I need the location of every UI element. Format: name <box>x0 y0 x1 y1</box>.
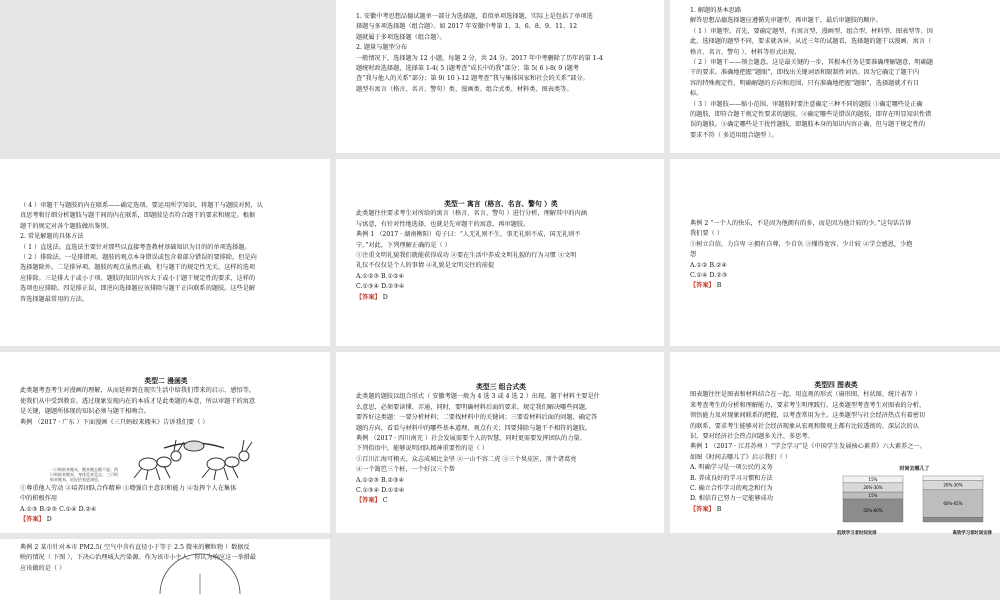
text-line: 干的要求。准确地把握“题眼”，即找出关键词语和限制性词语。因为它确定了题干内 <box>690 69 920 77</box>
text-line: ④一个篱笆三个桩，一个好汉三个帮 <box>356 466 455 474</box>
text-line: （ 3 ）审题肢——缩小范围。审题肢时要注意确定三种不同的题肢 ①确定哪些是正确 <box>690 100 923 108</box>
text-line: 要求不符（ 多适用组合题型 ）。 <box>690 131 778 139</box>
ant-drawing <box>124 434 264 482</box>
text-line: 容的特殊规定性，明确解题的方向和范围，只有准确地把握“题眼”，选择题就才有目 <box>690 79 920 87</box>
chart-svg <box>837 474 992 524</box>
bar-segment-label: 20%-30% <box>863 485 883 491</box>
text-line: 典例 （2017 · 广东 ）下面漫画《三只蚂蚁来搬米》告诉我们要（ ） <box>20 418 209 426</box>
text-line: 误的题肢。③确定哪些是干扰性题肢，即题肢本身的知识内容正确，但与题干规定性的 <box>690 121 926 129</box>
text-line: C.①③④ D.①②④ <box>356 487 405 495</box>
slide-2 <box>670 0 1000 153</box>
bar-segment-label: 15% <box>868 493 878 499</box>
slide-6-answer: 【答案】 D <box>20 516 52 524</box>
text-line: 此类题考查考生对漫画的理解，从而延伸到在现实生活中给我们带来的启示、感悟等， <box>20 387 256 395</box>
text-line: 此类题的题肢以组合形式（ 安徽考题一般为 4 选 3 或 4 选 2 ）出现。题干材料主要是什 <box>356 393 600 401</box>
text-line: C. 确立合作学习的观念和行为 <box>690 485 773 493</box>
text-line: 的联系，要求考生能够对社会经济现象从宏观和微观上都有比较透彻的、深层次的认 <box>690 422 919 430</box>
text-line: 题型有寓言（格言、名言、警句）类、漫画类、组合式类、材料类、图表类等。 <box>356 85 573 93</box>
slide-6-title: 类型二 漫画类 <box>144 377 188 385</box>
ant-comic-illustration <box>20 430 312 482</box>
slide-4-body <box>356 209 646 292</box>
text-line: 要答好这类题：一要分析材料；二要找材料中的关键词；三要看材料后面的问题，确定答 <box>356 414 598 422</box>
text-line: 一般情况下，选择题为 12 小题，每题 2 分，共 24 分。2017 年中考删除了历年的第 1-4 <box>356 54 603 62</box>
slide-7 <box>336 352 664 533</box>
text-line: 2. 常见解题的具体方法 <box>20 233 84 241</box>
text-line: 真思考和仔细分析题肢与题干间的内在联系，即题肢是否符合题干的要求和规定。根据 <box>20 212 256 220</box>
text-line: 下列俗语中，能够说明团队精神重要性的是（ ） <box>356 445 488 453</box>
slide-1-body <box>356 12 646 95</box>
text-line: 应排除。三是排大于或小于项。题肢的知识内容大于或小于题干规定性的要求，这样的 <box>20 274 256 282</box>
text-line: 典例 1 （2017 · 湖南衡阳）荀子曰：“人无礼则不生，事无礼则不成，国无礼则不 <box>356 231 581 239</box>
text-line: A.①②③ B.②③④ <box>356 476 405 484</box>
text-line: 应该做的是（ ） <box>20 564 66 572</box>
pie-chart-partial <box>140 574 260 594</box>
slide-8-answer: 【答案】 B <box>690 505 722 513</box>
slide-4-answer: 【答案】 D <box>356 293 388 301</box>
text-line: ①注重文明礼貌我们就能获得成功 ②要在生活中养成文明礼貌的行为习惯 ③文明 <box>356 252 577 260</box>
slide-8 <box>670 352 1000 536</box>
slide-5-body <box>690 219 982 281</box>
text-line: 答选择题最常用的方法。 <box>20 295 89 303</box>
text-line: 题干的规定对各个题肢做出鉴别。 <box>20 222 113 230</box>
bar-segment-label: 15% <box>868 477 878 483</box>
slide-6 <box>0 352 330 533</box>
bar-segment-label: 60%-65% <box>943 501 963 507</box>
text-line: （ 2 ）排除法。一是排错项。题肢的观点本身错误或包含着部分错误的要排除，但是向 <box>20 254 257 262</box>
slide-7-title: 类型三 组合式类 <box>476 383 526 391</box>
text-line: 领悟能力及对现象间联系的把握，以考查常用为主。这类题型与社会经济热点有着密切 <box>690 412 926 420</box>
text-line: 图表题往往是图表和材料结合在一起，用直观的形式（扇形图、柱状图、统计表等 ） <box>690 391 921 399</box>
text-line: 识，要对经济社会热点问题多关注、多思考。 <box>690 433 814 441</box>
slide-1 <box>336 0 664 153</box>
text-line: （ 1 ）直选法。直选法主要针对那些以直接考查教材基础知识为目的的单项选择题。 <box>20 243 251 251</box>
text-line: 题统时政选择题，选择第 1-4( 5 )题考查“成长中的我”部分；第 5( 6 )-8( 9 )题考 <box>356 65 579 73</box>
text-line: C.①③④ D.②③④ <box>356 283 405 291</box>
text-line: 2. 题量与题型分布 <box>356 44 408 52</box>
text-line: 如图《时间去哪儿了》启示我们（ ） <box>690 453 791 461</box>
empty-tile-bottom <box>336 539 1000 600</box>
text-line: 中的积极作用 <box>20 495 58 503</box>
slide-7-answer: 【答案】 C <box>356 497 388 505</box>
text-line: 1. 解题的基本思路 <box>690 7 742 14</box>
text-line: 典例 2 “一个人的快乐，不是因为他拥有的多，而是因为他计较的少。”这句话告诉 <box>690 220 912 227</box>
chart-caption-left: 低效学习者时间安排 <box>837 530 877 536</box>
slide-5-answer: 【答案】 B <box>690 282 722 290</box>
text-line: 映的情况（ 下图 ），下决心治理城大污染源。作为该市小主人，你认为响应这一举措最 <box>20 554 256 562</box>
text-line: 使我们从中受到教育。透过现象发现内在的本质才是此类题的本意，所以审题干的寓意 <box>20 397 256 405</box>
slide-5 <box>670 159 1000 346</box>
text-line: 格言、名言、警句 ）、材料等形式出现。 <box>690 48 801 56</box>
text-line: 选择题除外。二是排异项。题肢的观点虽然正确，但与题干的规定性无关，这样的选项 <box>20 264 256 272</box>
text-line: 是关键，题题所体现的知识必须与题干相吻合。 <box>20 408 150 416</box>
empty-tile-left <box>0 0 330 153</box>
slide-6-options <box>20 484 312 515</box>
slide-6-body <box>20 386 312 428</box>
text-line: 我们要（ ） <box>690 230 723 238</box>
slide-7-body <box>356 392 646 496</box>
text-line: （ 1 ）审题型。首先，要确定题型，有寓言型、漫画型、组合型、材料型、图表型等。因 <box>690 27 933 35</box>
text-line: A.①②③ B.①②④ <box>356 272 405 280</box>
bar-segment-label: 20%-30% <box>943 483 963 489</box>
comic-caption: 一只蚂蚁来搬米，搬来搬去搬不起；两只蚂蚁来搬米，身体晃来晃去；三只蚂蚁来搬米，轻轻抬着进洞里。 <box>50 467 118 483</box>
text-line: ①尊重他人劳动 ②培养团队合作精神 ③增强自主意识和能力 ④发挥个人在集体 <box>20 485 237 493</box>
text-line: 查“我与他人的关系”部分；第 9( 10 )-12 题考查“我与集体国家和社会的关系”部分。 <box>356 75 589 83</box>
text-line: 标。 <box>690 90 703 98</box>
text-line: （ 2 ）审题干——领会题意。这是最关键的一步，其根本任务是要准确理解题意，明确题 <box>690 59 933 67</box>
text-line: （ 4 ）审题干与题肢的内在联系——确定选项。要运用所学知识，将题干与题肢对照，认 <box>20 202 263 209</box>
text-line: 择题与多项选择题（组合题）。如 2017 年安徽中考第 1、3、6、8、9、11、12 <box>356 23 578 31</box>
text-line: C.①④ D.②③ <box>690 272 728 280</box>
text-line: ①树立自信，力自卑 ②拥有自尊，少自负 ③懂得宽容，少计较 ④学会感恩，少抱 <box>690 240 913 248</box>
text-line: ①百川汇海可栩天，众志成城比金坚 ②一山不容二虎 ③三个臭皮匠，顶个诸葛亮 <box>356 455 577 463</box>
text-line: 典例 1 （2017 · 江苏苏州 ）“学会学习”是《中国学生发展核心素养》六大素养之一。 <box>690 443 926 451</box>
text-line: A.①② B.②④ <box>690 261 728 269</box>
text-line: 选项也应排除。四是排正误，即逆向选择题应该排除与题干正向联系的题肢。这些是解 <box>20 285 256 293</box>
text-line: 此类题往往要求考生对所给的寓言（格言、名言、警句 ）进行分析，理解其中的内涵 <box>356 210 587 218</box>
text-line: A. 明确学习是一项公民的义务 <box>690 464 773 472</box>
bar-segment <box>923 476 983 481</box>
text-line: 题就属于多项选择题（组合题）。 <box>356 33 446 41</box>
text-line: 题的方向，看看与材料中的哪些基本道理、观点有关；四要排除与题干不相符的题肢。 <box>356 424 592 432</box>
bar-segment-label: 50%-60% <box>863 508 883 514</box>
bar-segment <box>923 518 983 523</box>
slide-3-body <box>20 201 312 305</box>
slide-8-title: 类型四 图表类 <box>814 381 858 389</box>
slide-9 <box>0 539 330 600</box>
slide-9-body <box>20 543 312 574</box>
text-line: 宁。”对此，下列理解正确的是（ ） <box>356 241 451 249</box>
text-line: 么意思，必须要读懂、弄通，同时，要明确材料后面的要求，规定我们解决哪些问题， <box>356 403 592 411</box>
slide-4 <box>336 159 664 346</box>
text-line: 1. 安徽中考思想品德试题单一部分为选择题，看似单项选择题，实际上是包括了单项选 <box>356 13 593 20</box>
chart-caption-right: 高效学习者时间安排 <box>952 530 992 536</box>
text-line: 来考查考生的分析和理解能力，要求考生明理践行。这类题型考查考生对图表的分析、 <box>690 401 926 409</box>
slide-3 <box>0 159 330 346</box>
text-line: 与寓意，有针对性地选择，也就是先审题干的寓意，再审题肢。 <box>356 220 530 228</box>
text-line: 典例 （2017 · 四川南充 ）社会发展需要个人的智慧，同时更需要发挥团队的力量。 <box>356 435 586 443</box>
chart-title: 时间去哪儿了 <box>899 466 930 472</box>
text-line: A.①③ B.②③ C.①④ D.②④ <box>20 505 97 513</box>
slide-4-title: 类型一 寓言（格言、名言、警句 ）类 <box>444 200 558 208</box>
text-line: 典例 2 某市针对本市 PM2.5( 空气中含有直径小于等于 2.5 微米的颗粒物 ）数据反 <box>20 544 250 551</box>
text-line: 的题肢，即符合题干规定性要求的题肢。②确定哪些是错误的题肢，即存在明显知识性错 <box>690 111 932 119</box>
text-line: 礼仪不仅仅是个人的事情 ④礼貌是文明交往的前提 <box>356 262 495 270</box>
slide-2-body <box>690 6 982 141</box>
text-line: 解答思想品德选择题应遵循先审题型、再审题干，最后审题肢的顺序。 <box>690 17 882 25</box>
text-line: D. 相信自己努力一定能够成功 <box>690 495 773 503</box>
text-line: 此，选择题的题型不同，要求就各异，从近三年的试题看，选择题的题干以漫画、寓言（ <box>690 38 932 46</box>
time-chart <box>837 464 992 539</box>
text-line: B. 养成良好的学习习惯和方法 <box>690 474 773 482</box>
text-line: 怨 <box>690 251 697 259</box>
